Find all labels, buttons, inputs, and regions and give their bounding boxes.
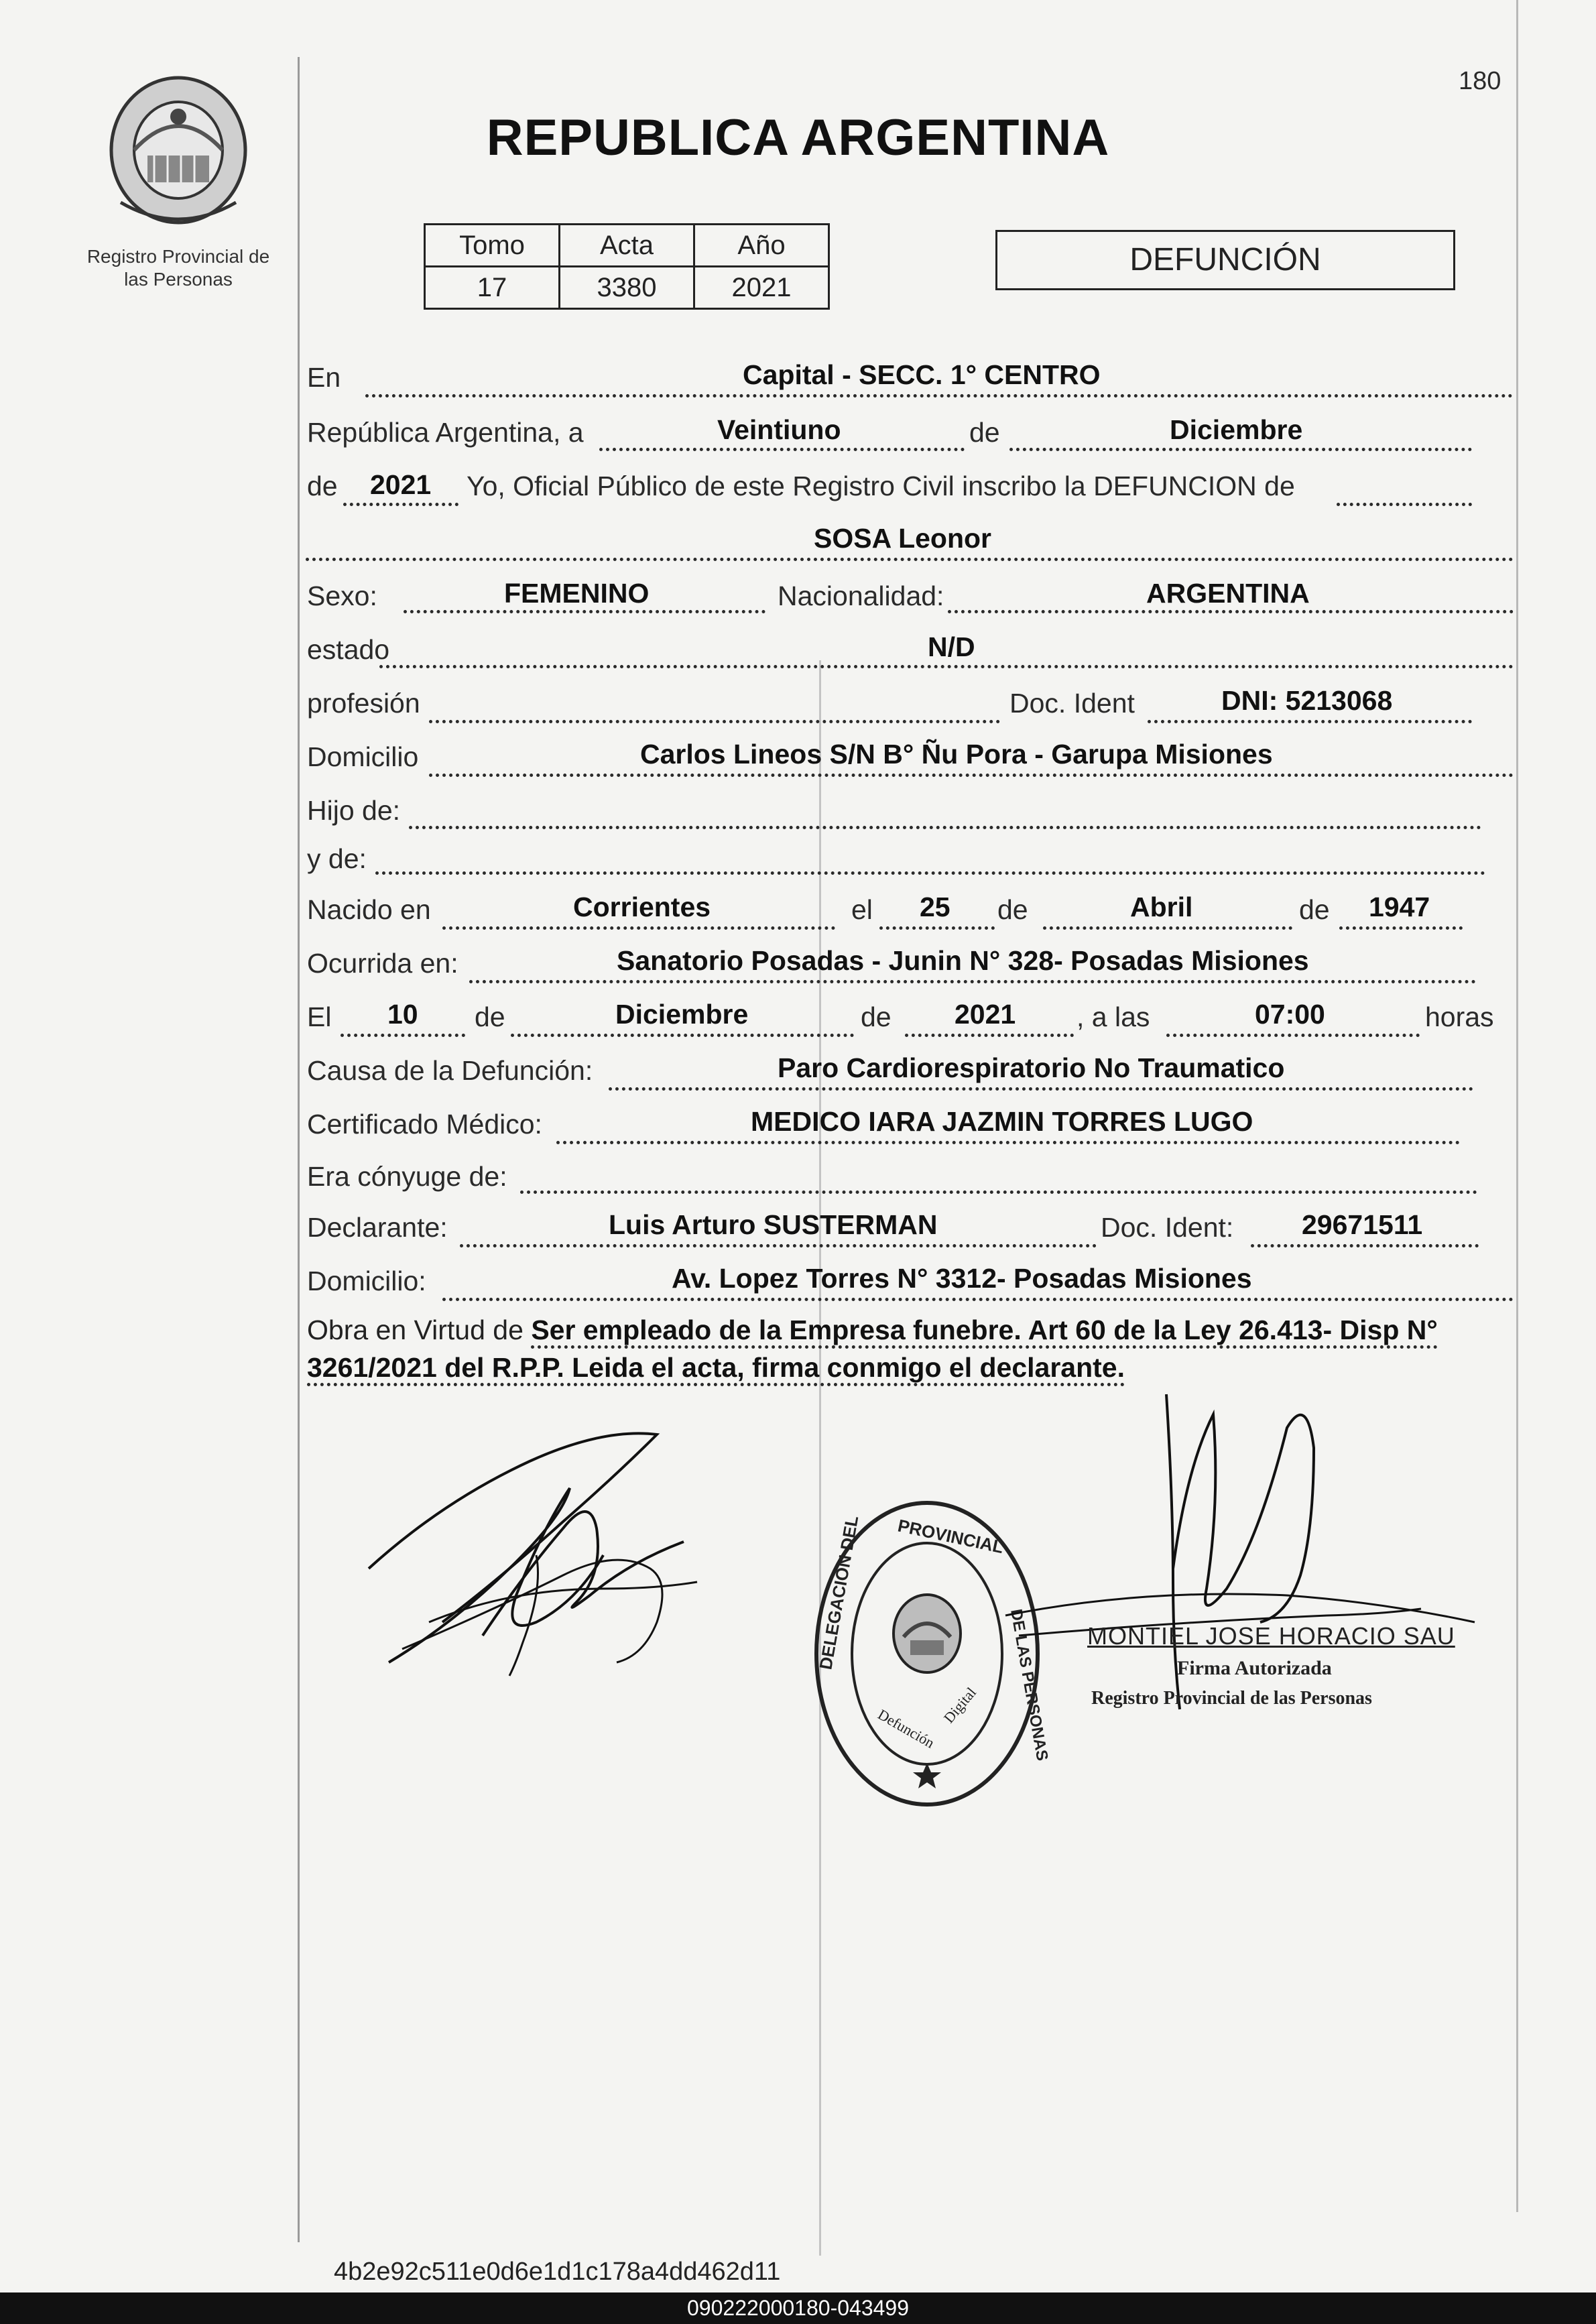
authorized-signature [1005,1367,1488,1770]
certificado-value: MEDICO IARA JAZMIN TORRES LUGO [751,1106,1253,1137]
profesion-line [429,720,1000,723]
nacido-line [442,926,835,930]
anio-value: 2021 [370,469,432,500]
certificado-label: Certificado Médico: [307,1109,542,1140]
registry-table [424,223,830,310]
ocurrida-value: Sanatorio Posadas - Junin N° 328- Posadas Misiones [617,945,1309,976]
logo-caption-line1: Registro Provincial de [86,246,270,267]
logo-caption-line2: las Personas [124,269,233,290]
domicilio2-line [442,1298,1514,1301]
sexo-value: FEMENINO [504,578,650,609]
authorized-signature-scribble-icon [1005,1367,1488,1770]
doc-ident-line [1148,720,1472,723]
domicilio-label: Domicilio [307,741,419,772]
republica-label: República Argentina, a [307,417,584,448]
dia-line [599,448,965,451]
de2-label: de [307,471,338,501]
causa-value: Paro Cardiorespiratorio No Traumatico [778,1052,1285,1083]
def-mes-line [511,1034,854,1037]
nacionalidad-value: ARGENTINA [1146,578,1310,609]
def-de-label: de [475,1001,505,1032]
yde-label: y de: [307,843,367,874]
dia-value: Veintiuno [717,414,841,445]
nac-de2-label: de [1299,894,1330,925]
svg-text:PROVINCIAL: PROVINCIAL [896,1515,1005,1558]
nacido-label: Nacido en [307,894,431,925]
page-number: 180 [1459,67,1501,95]
declarante-label: Declarante: [307,1212,448,1243]
en-value: Capital - SECC. 1° CENTRO [743,359,1101,390]
hijo-label: Hijo de: [307,795,401,826]
svg-text:Digital: Digital [940,1684,980,1727]
domicilio-value: Carlos Lineos S/N B° Ñu Pora - Garupa Misiones [640,739,1273,770]
def-anio-value: 2021 [955,999,1016,1030]
ocurrida-label: Ocurrida en: [307,948,458,979]
page-title: REPUBLICA ARGENTINA [486,109,1110,166]
center-fold-line [819,660,821,2256]
record-type-box: DEFUNCIÓN [995,230,1455,290]
profesion-label: profesión [307,688,420,719]
ocurrida-line [469,980,1476,983]
nacido-value: Corrientes [573,892,711,922]
hora-line [1166,1034,1420,1037]
stamp-registro: Registro Provincial de las Personas [1091,1688,1372,1709]
mes-value: Diciembre [1170,414,1303,445]
nac-anio-value: 1947 [1369,892,1430,922]
doc-ident-label: Doc. Ident [1009,688,1135,719]
en-line [365,394,1513,397]
nac-mes-value: Abril [1130,892,1193,922]
yde-line [375,871,1485,875]
el-label: el [851,894,873,925]
hora-value: 07:00 [1255,999,1325,1030]
mes-line [1009,448,1472,451]
def-anio-line [905,1034,1074,1037]
el2-label: El [307,1001,332,1032]
def-dia-value: 10 [387,999,418,1030]
estado-line [379,665,1514,668]
estado-value: N/D [928,631,975,662]
certificado-line [556,1141,1460,1144]
registry-header-anio: Año [694,225,829,267]
svg-text:DELEGACION DEL: DELEGACION DEL [815,1514,863,1672]
conyuge-label: Era cónyuge de: [307,1161,507,1192]
causa-label: Causa de la Defunción: [307,1055,593,1086]
declarante-value: Luis Arturo SUSTERMAN [609,1209,938,1240]
oficial-text: Yo, Oficial Público de este Registro Civil inscribo la DEFUNCION de [467,471,1295,501]
document-hash: 4b2e92c511e0d6e1d1c178a4dd462d11 [334,2258,781,2286]
signature-scribble-icon [362,1421,711,1689]
sexo-line [404,610,765,613]
nacionalidad-label: Nacionalidad: [778,580,944,611]
de-label: de [969,417,1000,448]
sexo-label: Sexo: [307,580,377,611]
doc-ident2-line [1251,1244,1479,1247]
hijo-line [409,826,1481,829]
doc-ident-value: DNI: 5213068 [1221,685,1393,716]
nombre-line [306,558,1514,561]
doc-ident2-label: Doc. Ident: [1101,1212,1234,1243]
registry-header-tomo: Tomo [425,225,560,267]
causa-line [609,1087,1473,1091]
oficial-tail-line [1337,503,1472,506]
right-margin-line [1516,0,1518,2212]
obra-value: Ser empleado de la Empresa funebre. Art 60 de la Ley 26.413- Disp N° 3261/2021 del R.P.P. Leida el acta, firma conmigo el declarante. [307,1314,1438,1386]
domicilio2-value: Av. Lopez Torres N° 3312- Posadas Misiones [672,1263,1252,1294]
estado-label: estado [307,634,390,665]
left-margin-line [298,57,300,2242]
nacionalidad-line [948,610,1514,613]
alas-label: , a las [1077,1001,1150,1032]
nac-dia-line [879,926,995,930]
svg-text:DE LAS PERSONAS: DE LAS PERSONAS [1007,1607,1052,1762]
registry-table-header-row [425,225,829,267]
declarante-line [460,1244,1097,1247]
logo-caption [67,245,290,291]
domicilio2-label: Domicilio: [307,1266,426,1296]
horas-label: horas [1425,1001,1494,1032]
nombre-value: SOSA Leonor [814,523,991,554]
nac-dia-value: 25 [920,892,950,922]
doc-ident2-value: 29671511 [1302,1209,1423,1240]
declarant-signature [362,1421,711,1689]
registry-value-acta: 3380 [560,267,694,309]
domicilio-line [429,774,1514,777]
footer-code: 090222000180-043499 [0,2292,1596,2324]
svg-text:Defunción: Defunción [875,1705,938,1752]
conyuge-line [520,1190,1477,1194]
registry-table-value-row [425,267,829,309]
nac-anio-line [1339,926,1463,930]
nac-de-label: de [997,894,1028,925]
registry-value-tomo: 17 [425,267,560,309]
stamp-firma: Firma Autorizada [1177,1657,1332,1679]
def-de2-label: de [861,1001,892,1032]
registry-header-acta: Acta [560,225,694,267]
nac-mes-line [1043,926,1292,930]
registry-value-anio: 2021 [694,267,829,309]
def-mes-value: Diciembre [615,999,749,1030]
obra-label: Obra en Virtud de [307,1314,524,1345]
stamp-name: MONTIEL JOSE HORACIO SAU [1087,1622,1455,1650]
def-dia-line [341,1034,465,1037]
en-label: En [307,362,341,393]
anio-line [343,503,458,506]
